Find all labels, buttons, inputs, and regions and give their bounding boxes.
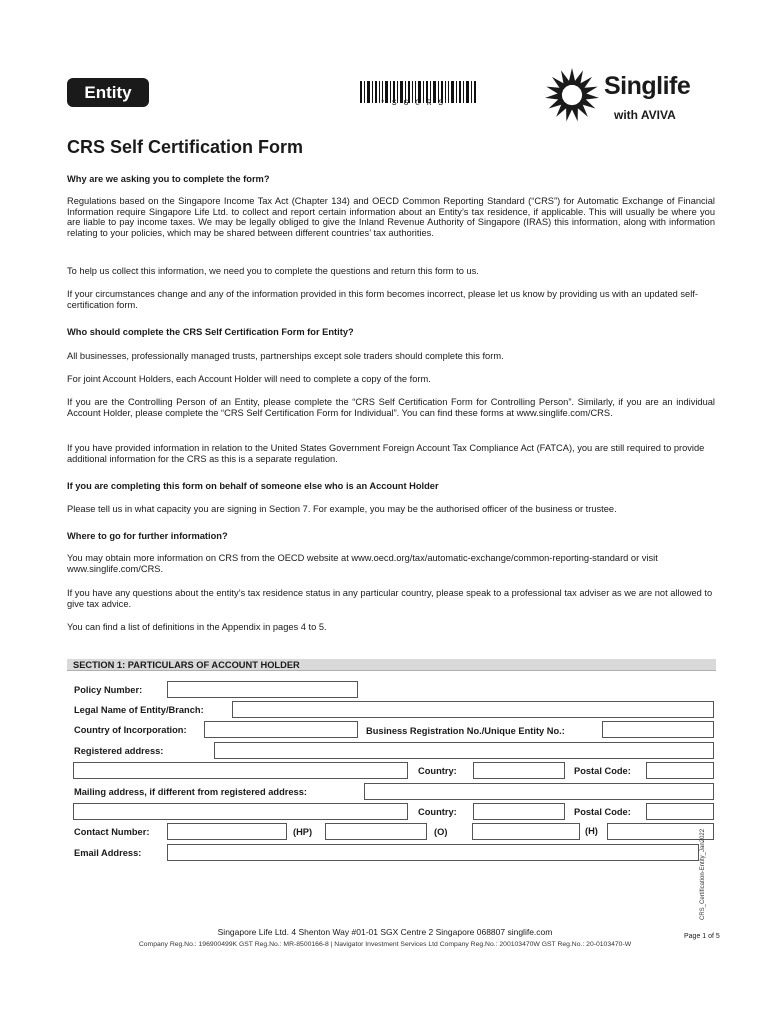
who-paragraph-1: All businesses, professionally managed trusts, partnerships except sole traders should complete this form. <box>67 351 504 361</box>
who-paragraph-4: If you have provided information in relation to the United States Government Foreign Account Tax Compliance Act (FATCA), you are still required to provide additional information for the CRS as this is a separate regulation. <box>67 443 705 464</box>
form-code: CRS_Certification-Entity_Jan2022 <box>700 828 706 920</box>
country-input[interactable] <box>473 762 565 779</box>
country-label: Country: <box>418 766 457 776</box>
postal-code-input[interactable] <box>646 762 714 779</box>
registered-address-input-1[interactable] <box>214 742 714 759</box>
entity-badge: Entity <box>67 78 149 107</box>
contact-home-label: (H) <box>585 826 598 836</box>
email-input[interactable] <box>167 844 699 861</box>
mailing-address-label: Mailing address, if different from registered address: <box>74 787 307 797</box>
registered-address-label: Registered address: <box>74 746 164 756</box>
why-paragraph-3: If your circumstances change and any of the information provided in this form becomes incorrect, please let us know by providing us with an updated self-certification form. <box>67 289 698 310</box>
mailing-postal-code-label: Postal Code: <box>574 807 631 817</box>
email-label: Email Address: <box>74 848 142 858</box>
logo-subtitle: with AVIVA <box>614 108 676 122</box>
footer-company: Singapore Life Ltd. 4 Shenton Way #01-01 SGX Centre 2 Singapore 068807 singlife.com <box>217 927 553 937</box>
contact-extra-input[interactable] <box>607 823 714 840</box>
brn-label: Business Registration No./Unique Entity No.: <box>366 726 565 736</box>
legal-name-input[interactable] <box>232 701 714 718</box>
mailing-country-input[interactable] <box>473 803 565 820</box>
registered-address-input-2[interactable] <box>73 762 408 779</box>
postal-code-label: Postal Code: <box>574 766 631 776</box>
policy-number-input[interactable] <box>167 681 358 698</box>
policy-number-label: Policy Number: <box>74 685 143 695</box>
mailing-country-label: Country: <box>418 807 457 817</box>
contact-office-label: (O) <box>434 827 448 837</box>
logo-name: Singlife <box>604 72 691 100</box>
contact-office-input[interactable] <box>325 823 427 840</box>
page-number: Page 1 of 5 <box>684 933 720 940</box>
barcode-text: * S G C R S * <box>380 99 456 108</box>
page-title: CRS Self Certification Form <box>67 137 304 157</box>
where-paragraph-2: If you have any questions about the entity’s tax residence status in any particular country, please speak to a professional tax adviser as we are not allowed to give tax advice. <box>67 588 713 609</box>
where-paragraph-3: You can find a list of definitions in the Appendix in pages 4 to 5. <box>67 622 327 632</box>
where-paragraph-1: You may obtain more information on CRS from the OECD website at www.oecd.org/tax/automatic-exchange/common-reporting-standard or visit www.singlife.com/CRS. <box>67 553 658 574</box>
behalf-heading: If you are completing this form on behalf of someone else who is an Account Holder <box>67 481 439 491</box>
who-paragraph-3: If you are the Controlling Person of an Entity, please complete the “CRS Self Certification Form for Controlling Person”. Similarly, if you are an individual Account Holder, please complete the “CRS Self Certification Form for Individual”. You can find these forms at www.singlife.com/CRS. <box>67 397 715 418</box>
where-heading: Where to go for further information? <box>67 531 228 541</box>
contact-home-input[interactable] <box>472 823 580 840</box>
contact-number-label: Contact Number: <box>74 827 150 837</box>
why-paragraph-1: Regulations based on the Singapore Income Tax Act (Chapter 134) and OECD Common Reporting Standard (“CRS”) for Automatic Exchange of Financial Information require Singapore Life Ltd. to collect and report certain information about an Entity’s tax residence, if applicable. This will usually be where you are liable to pay income taxes. We may be legally obliged to give the Inland Revenue Authority of Singapore (IRAS) this information, along with information relating to your policies, which may be shared between different countries’ tax authorities. <box>67 196 715 239</box>
legal-name-label: Legal Name of Entity/Branch: <box>74 705 204 715</box>
contact-hp-input[interactable] <box>167 823 287 840</box>
contact-hp-label: (HP) <box>293 827 313 837</box>
country-incorporation-input[interactable] <box>204 721 358 738</box>
behalf-paragraph: Please tell us in what capacity you are signing in Section 7. For example, you may be the authorised officer of the business or trustee. <box>67 504 617 514</box>
why-paragraph-2: To help us collect this information, we need you to complete the questions and return this form to us. <box>67 266 479 276</box>
brn-input[interactable] <box>602 721 714 738</box>
who-paragraph-2: For joint Account Holders, each Account Holder will need to complete a copy of the form. <box>67 374 431 384</box>
section-1-heading: SECTION 1: PARTICULARS OF ACCOUNT HOLDER <box>67 659 716 671</box>
country-incorporation-label: Country of Incorporation: <box>74 725 187 735</box>
mailing-address-input-2[interactable] <box>73 803 408 820</box>
mailing-address-input-1[interactable] <box>364 783 714 800</box>
footer-registration: Company Reg.No.: 196900499K GST Reg.No.: MR-8500166-8 | Navigator Investment Services Ltd Company Reg.No.: 200103470W GST Reg.No.: 20-0103470-W <box>138 941 632 948</box>
why-heading: Why are we asking you to complete the form? <box>67 174 270 184</box>
who-heading: Who should complete the CRS Self Certification Form for Entity? <box>67 327 354 337</box>
singlife-logo-icon <box>543 66 601 124</box>
